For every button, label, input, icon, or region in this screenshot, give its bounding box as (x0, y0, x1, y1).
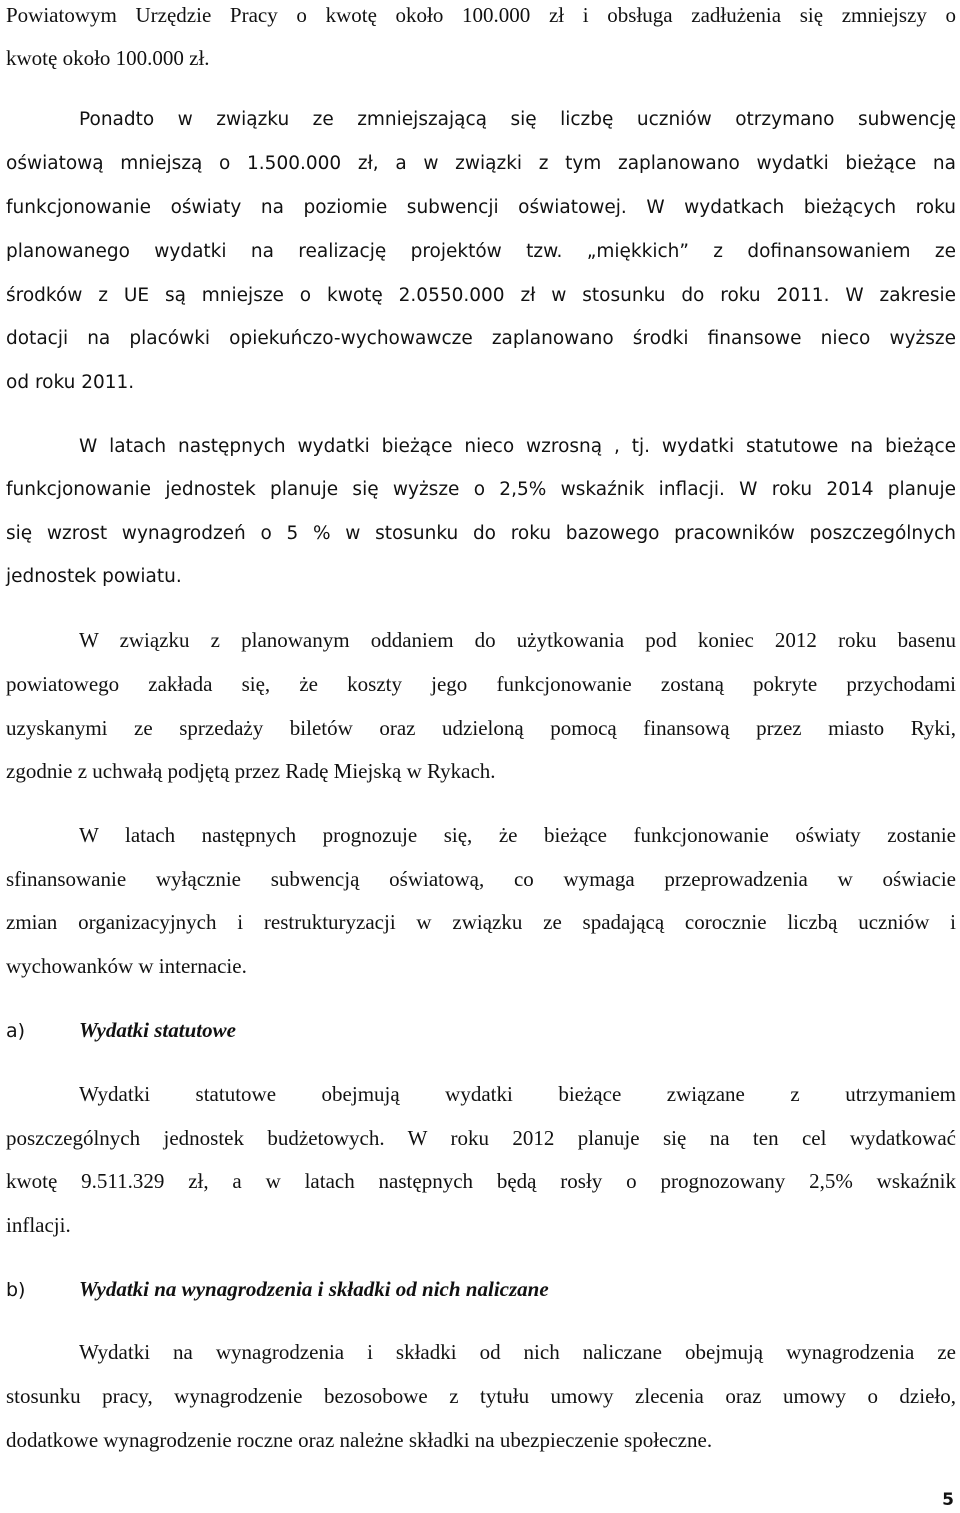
text-line: funkcjonowanie oświaty na poziomie subwencji oświatowej. W wydatkach bieżących roku (6, 197, 956, 218)
text-line: powiatowego zakłada się, że koszty jego funkcjonowanie zostaną pokryte przychodami (6, 672, 956, 696)
page-number: 5 (942, 1490, 954, 1510)
text-line: sfinansowanie wyłącznie subwencją oświatową, co wymaga przeprowadzenia w oświacie (6, 867, 956, 891)
text-line: kwotę około 100.000 zł. (6, 46, 210, 70)
text-line: W związku z planowanym oddaniem do użytkowania pod koniec 2012 roku basenu (79, 628, 956, 652)
section-heading-a (6, 1017, 236, 1044)
text-line: funkcjonowanie jednostek planuje się wyższe o 2,5% wskaźnik inflacji. W roku 2014 planuje (6, 479, 956, 500)
section-marker: b) (6, 1279, 26, 1301)
text-line: kwotę 9.511.329 zł, a w latach następnych będą rosły o prognozowany 2,5% wskaźnik (6, 1169, 956, 1193)
text-line: dotacji na placówki opiekuńczo-wychowawcze zaplanowano środki finansowe nieco wyższe (6, 328, 956, 349)
section-marker: a) (6, 1020, 26, 1042)
text-line: Ponadto w związku ze zmniejszającą się liczbę uczniów otrzymano subwencję (79, 109, 956, 130)
text-line: zgodnie z uchwałą podjętą przez Radę Miejską w Rykach. (6, 759, 496, 783)
text-line: Wydatki na wynagrodzenia i składki od nich naliczane obejmują wynagrodzenia ze (79, 1340, 956, 1364)
text-line: uzyskanymi ze sprzedaży biletów oraz udzieloną pomocą finansową przez miasto Ryki, (6, 716, 956, 740)
text-line: jednostek powiatu. (6, 566, 182, 587)
section-title: Wydatki statutowe (79, 1018, 236, 1042)
text-line: oświatową mniejszą o 1.500.000 zł, a w związki z tym zaplanowano wydatki bieżące na (6, 153, 956, 174)
text-line: wychowanków w internacie. (6, 954, 247, 978)
text-line: W latach następnych prognozuje się, że bieżące funkcjonowanie oświaty zostanie (79, 823, 956, 847)
text-line: środków z UE są mniejsze o kwotę 2.0550.000 zł w stosunku do roku 2011. W zakresie (6, 285, 956, 306)
text-line: od roku 2011. (6, 372, 135, 393)
text-line: inflacji. (6, 1213, 71, 1237)
text-line: się wzrost wynagrodzeń o 5 % w stosunku do roku bazowego pracowników poszczególnych (6, 523, 956, 544)
section-heading-b (6, 1276, 549, 1303)
section-title: Wydatki na wynagrodzenia i składki od nich naliczane (79, 1277, 549, 1301)
text-line: poszczególnych jednostek budżetowych. W roku 2012 planuje się na ten cel wydatkować (6, 1126, 956, 1150)
text-line: W latach następnych wydatki bieżące nieco wzrosną , tj. wydatki statutowe na bieżące (79, 436, 956, 457)
text-line: zmian organizacyjnych i restrukturyzacji w związku ze spadającą corocznie liczbą uczniów i (6, 910, 956, 934)
text-line: planowanego wydatki na realizację projektów tzw. „miękkich” z dofinansowaniem ze (6, 241, 956, 262)
text-line: dodatkowe wynagrodzenie roczne oraz należne składki na ubezpieczenie społeczne. (6, 1428, 713, 1452)
text-line: Powiatowym Urzędzie Pracy o kwotę około 100.000 zł i obsługa zadłużenia się zmniejszy o (6, 3, 956, 27)
text-line: Wydatki statutowe obejmują wydatki bieżące związane z utrzymaniem (79, 1082, 956, 1106)
text-line: stosunku pracy, wynagrodzenie bezosobowe z tytułu umowy zlecenia oraz umowy o dzieło, (6, 1384, 956, 1408)
